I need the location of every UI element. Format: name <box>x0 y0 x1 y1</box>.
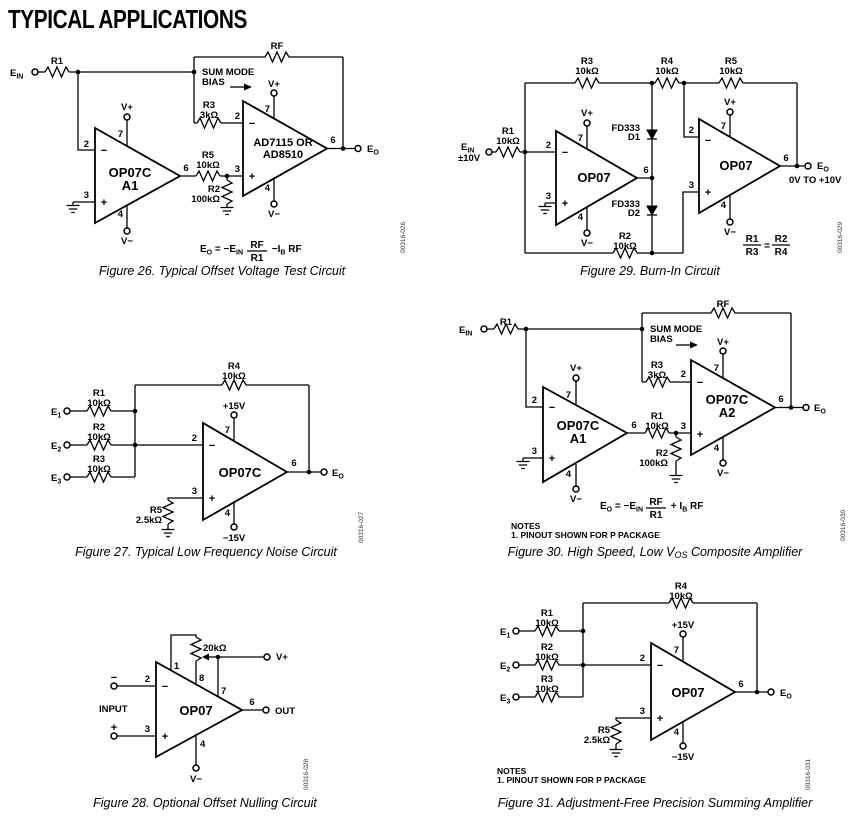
junction-dot <box>581 629 586 634</box>
amp-label: A1 <box>121 178 139 193</box>
figure-28-schematic <box>85 595 410 795</box>
output-terminal <box>768 689 774 695</box>
pin-number: 7 <box>221 686 227 697</box>
junction-dot <box>650 176 655 181</box>
supply-label: +15V <box>222 401 246 412</box>
noninverting-sign: + <box>208 493 216 505</box>
diode-label: D1 <box>627 132 640 143</box>
resistor-label: R3 <box>202 100 216 111</box>
pin-number: 6 <box>291 458 297 469</box>
junction-dot <box>133 409 138 414</box>
input-range: ±10V <box>458 153 481 164</box>
resistor-label: R2 <box>655 448 668 459</box>
noninverting-sign: + <box>704 187 712 199</box>
supply-label: V− <box>190 774 202 785</box>
diode <box>647 206 657 215</box>
pin-number: 4 <box>565 469 571 480</box>
wires <box>117 635 264 765</box>
supply-label: V+ <box>581 108 593 119</box>
supply-label: V+ <box>121 102 133 113</box>
supply-label: V+ <box>268 79 280 90</box>
junction-dot <box>341 146 346 151</box>
pin-number: 3 <box>688 180 694 191</box>
amp-label: A2 <box>718 405 736 420</box>
junction-dot <box>795 164 800 169</box>
resistor-label: R5 <box>597 725 610 736</box>
junction-dot <box>216 655 221 660</box>
supply-label: +15V <box>671 620 695 631</box>
noninverting-sign: + <box>100 197 108 209</box>
pin-number: 2 <box>688 125 694 136</box>
resistor-value: 10kΩ <box>87 432 111 443</box>
junction-dot <box>674 431 679 436</box>
amp-label: OP07 <box>719 158 753 173</box>
input-label: $E_2$ <box>500 661 511 674</box>
inverting-sign: − <box>656 660 664 672</box>
supply-label: V− <box>570 494 582 505</box>
pin-number: 2 <box>191 433 197 444</box>
input-terminal <box>32 69 38 75</box>
figure-30-schematic <box>440 295 850 545</box>
fig-code: 00316-030 <box>840 509 847 541</box>
resistor <box>496 147 520 157</box>
sum-mode-label: SUM MODE <box>650 324 703 335</box>
input-polarity: + <box>110 722 118 734</box>
junction-dot <box>523 150 528 155</box>
resistor <box>575 78 599 88</box>
pin-number: 4 <box>264 183 270 194</box>
equation: = <box>764 241 770 252</box>
notes-item: 1. PINOUT SHOWN FOR P PACKAGE <box>511 530 660 540</box>
equation-numerator: R1 <box>745 234 759 245</box>
figure-29-schematic <box>430 40 850 262</box>
sum-mode-label: SUM MODE <box>202 67 255 78</box>
supply-label: V− <box>717 468 729 479</box>
resistor-label: R2 <box>540 642 554 653</box>
supply-terminal <box>573 375 579 381</box>
figure-27-schematic <box>40 330 420 545</box>
resistor-value: 2.5kΩ <box>583 735 610 746</box>
diode-label: D2 <box>627 208 640 219</box>
pin-number: 3 <box>234 164 240 175</box>
supply-terminal <box>193 765 199 771</box>
pin-number: 2 <box>545 140 551 151</box>
equation-numerator: RF <box>250 240 264 251</box>
pin-number: 3 <box>639 706 645 717</box>
noninverting-sign: + <box>548 453 556 465</box>
noninverting-sign: + <box>696 429 704 441</box>
pin-number: 6 <box>783 153 789 164</box>
amp-label: AD8510 <box>262 149 304 161</box>
figure-28-caption: Figure 28. Optional Offset Nulling Circuit <box>93 796 317 810</box>
equation-denominator: R4 <box>774 247 788 258</box>
pin-number: 3 <box>545 191 551 202</box>
pin-number: 2 <box>144 674 150 685</box>
inverting-sign: − <box>100 145 108 157</box>
supply-terminal <box>720 460 726 466</box>
fig-code: 00316-031 <box>805 758 812 790</box>
resistor-label: R1 <box>50 56 64 67</box>
junction-dot <box>789 405 794 410</box>
noninverting-sign: + <box>561 198 569 210</box>
pin-number: 6 <box>249 697 255 708</box>
noninverting-sign: + <box>161 731 169 743</box>
resistor-value: 100kΩ <box>639 458 668 469</box>
amp-label: OP07 <box>577 170 611 185</box>
junction-dot <box>307 470 312 475</box>
supply-terminal <box>584 230 590 236</box>
amp-label: OP07C <box>218 465 262 480</box>
supply-label: V− <box>121 236 133 247</box>
inverting-sign: − <box>704 135 712 147</box>
input-terminal <box>513 662 519 668</box>
output-label: OUT <box>275 706 296 717</box>
potentiometer <box>191 637 201 661</box>
fig-code: 00316-026 <box>400 221 407 253</box>
resistor-value: 10kΩ <box>535 618 559 629</box>
supply-label: V− <box>724 227 736 238</box>
resistor-label: R2 <box>618 231 632 242</box>
figure-31-schematic <box>440 575 850 797</box>
pin-number: 6 <box>330 135 336 146</box>
resistor-value: 10kΩ <box>196 160 220 171</box>
pin-number: 6 <box>738 679 744 690</box>
output-terminal <box>805 163 811 169</box>
amp-label: OP07 <box>179 703 213 718</box>
fig-code: 00316-028 <box>303 758 310 790</box>
resistor-value: 10kΩ <box>645 421 669 432</box>
inverting-sign: − <box>208 440 216 452</box>
figure-26-caption: Figure 26. Typical Offset Voltage Test Circuit <box>98 264 346 278</box>
pin-number: 7 <box>673 645 679 656</box>
equation-numerator: R2 <box>774 234 788 245</box>
resistor <box>611 720 621 744</box>
resistor-value: 10kΩ <box>669 591 693 602</box>
amp-label: A1 <box>569 431 587 446</box>
figure-31-caption: Figure 31. Adjustment-Free Precision Summing Amplifier <box>497 796 813 810</box>
resistor-label: RF <box>716 299 730 310</box>
amp-label: OP07C <box>556 418 600 433</box>
amp-label: OP07C <box>705 392 749 407</box>
resistor <box>719 78 743 88</box>
output-label: $E_O$ <box>780 688 792 701</box>
pin-number: 2 <box>680 369 686 380</box>
pin-number: 6 <box>631 420 637 431</box>
supply-terminal <box>264 654 270 660</box>
noninverting-sign: + <box>248 171 256 183</box>
bias-label: BIAS <box>202 77 225 88</box>
fig-code: 00316-029 <box>837 221 844 253</box>
supply-terminal <box>231 412 237 418</box>
page-title: TYPICAL APPLICATIONS <box>8 4 247 34</box>
input-terminal <box>513 694 519 700</box>
ground-symbol <box>517 458 530 469</box>
figure-27-caption: Figure 27. Typical Low Frequency Noise Circuit <box>75 545 337 559</box>
resistor <box>265 52 289 62</box>
pin-number: 3 <box>83 190 89 201</box>
equation-denominator: R3 <box>745 247 759 258</box>
supply-label: −15V <box>222 533 246 544</box>
resistor-label: R4 <box>227 361 241 372</box>
pin-number: 6 <box>643 165 649 176</box>
diode <box>647 130 657 139</box>
resistor-label: R1 <box>501 126 515 137</box>
output-label: $E_O$ <box>817 161 829 174</box>
signal-arrow <box>230 84 252 91</box>
resistor-label: R2 <box>92 422 106 433</box>
equation: $E_O = -E_{IN}$ <box>600 501 644 514</box>
supply-terminal <box>271 201 277 207</box>
resistor-label: R5 <box>724 56 738 67</box>
pin-number: 7 <box>565 390 571 401</box>
output-terminal <box>321 469 327 475</box>
resistor-value: 10kΩ <box>222 371 246 382</box>
input-terminal <box>481 326 487 332</box>
supply-terminal <box>680 631 686 637</box>
pin-number: 6 <box>183 163 189 174</box>
equation: + $I_B$ RF <box>668 501 704 514</box>
resistor-label: R4 <box>660 56 674 67</box>
resistor <box>163 500 173 524</box>
input-label: $E_3$ <box>51 473 62 486</box>
supply-terminal <box>124 228 130 234</box>
supply-label: V− <box>268 209 280 220</box>
pin-number: 7 <box>577 133 583 144</box>
supply-terminal <box>720 348 726 354</box>
ground-symbol <box>610 746 623 757</box>
ground-symbol <box>539 203 552 214</box>
resistor-label: R2 <box>207 184 220 195</box>
supply-terminal <box>680 743 686 749</box>
resistor <box>222 180 232 204</box>
bias-label: BIAS <box>650 334 673 345</box>
pin-number: 4 <box>224 508 230 519</box>
noninverting-sign: + <box>656 713 664 725</box>
resistor-value: 3kΩ <box>199 110 219 121</box>
equation-numerator: RF <box>649 497 663 508</box>
ground-symbol <box>67 202 80 213</box>
notes-item: 1. PINOUT SHOWN FOR P PACKAGE <box>497 775 646 785</box>
junction-dot <box>581 663 586 668</box>
signal-arrow <box>676 342 698 349</box>
junction-dot <box>192 70 197 75</box>
supply-label: V+ <box>276 652 288 663</box>
supply-terminal <box>727 219 733 225</box>
supply-terminal <box>573 486 579 492</box>
inverting-sign: − <box>696 377 704 389</box>
junction-dot <box>225 174 230 179</box>
ground-symbol <box>221 204 234 215</box>
supply-terminal <box>584 120 590 126</box>
equation-denominator: R1 <box>250 253 264 264</box>
resistor-value: 10kΩ <box>719 66 743 77</box>
resistor-value: 10kΩ <box>87 398 111 409</box>
input-terminal <box>64 408 70 414</box>
pin-number: 7 <box>117 129 123 140</box>
junction-dot <box>76 70 81 75</box>
pin-number: 4 <box>200 739 206 750</box>
pin-number: 7 <box>224 425 230 436</box>
junction-dot <box>640 327 645 332</box>
supply-terminal <box>124 114 130 120</box>
resistor-value: 3kΩ <box>647 370 667 381</box>
pin-number: 3 <box>191 486 197 497</box>
output-label: $E_O$ <box>814 403 826 416</box>
junction-dot <box>682 81 687 86</box>
pin-number: 7 <box>713 363 719 374</box>
notes-heading: NOTES <box>497 766 527 776</box>
resistor-label: R1 <box>650 411 664 422</box>
pin-number: 2 <box>83 139 89 150</box>
pin-number: 8 <box>199 673 205 684</box>
resistor-label: R1 <box>540 608 554 619</box>
pin-number: 1 <box>174 661 180 672</box>
output-terminal <box>263 707 269 713</box>
equation-denominator: R1 <box>649 510 663 521</box>
resistor-value: 10kΩ <box>535 684 559 695</box>
amp-label: AD7115 OR <box>253 137 313 149</box>
resistor-value: 10kΩ <box>87 464 111 475</box>
input-label: $E_3$ <box>500 693 511 706</box>
input-label: $E_1$ <box>51 407 62 420</box>
supply-label: V+ <box>570 363 582 374</box>
resistor <box>671 437 681 461</box>
input-terminal <box>486 149 492 155</box>
resistor-label: R5 <box>201 150 215 161</box>
input-polarity: − <box>110 672 118 684</box>
pin-number: 4 <box>713 443 719 454</box>
resistor-value: 10kΩ <box>535 652 559 663</box>
resistor-label: R1 <box>499 317 513 328</box>
resistor <box>45 67 69 77</box>
resistor-value: 10kΩ <box>655 66 679 77</box>
amp-label: OP07 <box>671 685 705 700</box>
resistor-label: R3 <box>580 56 594 67</box>
input-label: $E_{IN}$ <box>459 325 473 338</box>
inverting-sign: − <box>161 681 169 693</box>
input-label: $E_2$ <box>51 441 62 454</box>
inverting-sign: − <box>548 402 556 414</box>
figure-29-caption: Figure 29. Burn-In Circuit <box>580 264 720 278</box>
junction-dot <box>524 327 529 332</box>
output-terminal <box>803 405 809 411</box>
pin-number: 3 <box>531 446 537 457</box>
resistor <box>196 171 220 181</box>
input-label: $E_{IN}$ <box>10 68 24 81</box>
supply-terminal <box>271 90 277 96</box>
potentiometer-value: 20kΩ <box>203 643 227 654</box>
supply-label: V+ <box>717 337 729 348</box>
supply-label: V+ <box>724 97 736 108</box>
diode-part: FD333 <box>611 123 640 134</box>
amp-label: OP07C <box>108 165 152 180</box>
equation: $E_O = -E_{IN}$ <box>200 244 244 257</box>
resistor-label: R4 <box>674 581 688 592</box>
inverting-sign: − <box>561 147 569 159</box>
inverting-sign: − <box>248 118 256 130</box>
input-terminal <box>64 474 70 480</box>
figure-26-schematic <box>0 40 420 262</box>
resistor-label: R3 <box>540 674 554 685</box>
resistor-label: R5 <box>149 505 162 516</box>
pin-number: 3 <box>680 421 686 432</box>
ground-symbol <box>162 526 175 537</box>
ground-symbol <box>670 472 683 483</box>
input-label: $E_{IN}$ <box>461 142 475 155</box>
pin-number: 7 <box>264 104 270 115</box>
resistor-label: R1 <box>92 388 106 399</box>
figure-30-caption: Figure 30. High Speed, Low VOS Composite Amplifier <box>507 545 803 560</box>
fig-code: 00316-027 <box>358 511 365 543</box>
resistor <box>655 78 679 88</box>
junction-dot <box>133 443 138 448</box>
resistor-value: 10kΩ <box>575 66 599 77</box>
output-label: $E_O$ <box>332 468 344 481</box>
input-terminal <box>513 628 519 634</box>
pin-number: 2 <box>234 111 240 122</box>
pin-number: 4 <box>720 200 726 211</box>
junction-dot <box>650 251 655 256</box>
wiper-arrow <box>202 654 218 661</box>
resistor-label: R3 <box>92 454 106 465</box>
output-terminal <box>355 146 361 152</box>
input-terminal <box>64 442 70 448</box>
resistor-value: 100kΩ <box>191 194 220 205</box>
resistor-value: 10kΩ <box>496 136 520 147</box>
pin-number: 3 <box>144 724 150 735</box>
input-label: INPUT <box>99 704 128 715</box>
supply-terminal <box>727 109 733 115</box>
equation: $-I_B$ RF <box>269 244 302 257</box>
junction-dot <box>650 81 655 86</box>
pin-number: 4 <box>117 209 123 220</box>
supply-label: −15V <box>671 752 695 763</box>
supply-label: V− <box>581 238 593 249</box>
pin-number: 6 <box>778 394 784 405</box>
junction-dot <box>755 690 760 695</box>
supply-terminal <box>231 524 237 530</box>
resistor-value: 10kΩ <box>613 241 637 252</box>
pin-number: 2 <box>639 653 645 664</box>
output-label: $E_O$ <box>367 144 379 157</box>
notes-heading: NOTES <box>511 521 541 531</box>
resistor-label: R3 <box>650 360 664 371</box>
output-range: 0V TO +10V <box>789 175 842 186</box>
input-label: $E_1$ <box>500 627 511 640</box>
resistor-value: 2.5kΩ <box>135 515 162 526</box>
pin-number: 4 <box>673 727 679 738</box>
diode-part: FD333 <box>611 199 640 210</box>
pin-number: 2 <box>531 395 537 406</box>
pin-number: 7 <box>720 121 726 132</box>
resistor-label: RF <box>270 41 284 52</box>
pin-number: 4 <box>577 212 583 223</box>
